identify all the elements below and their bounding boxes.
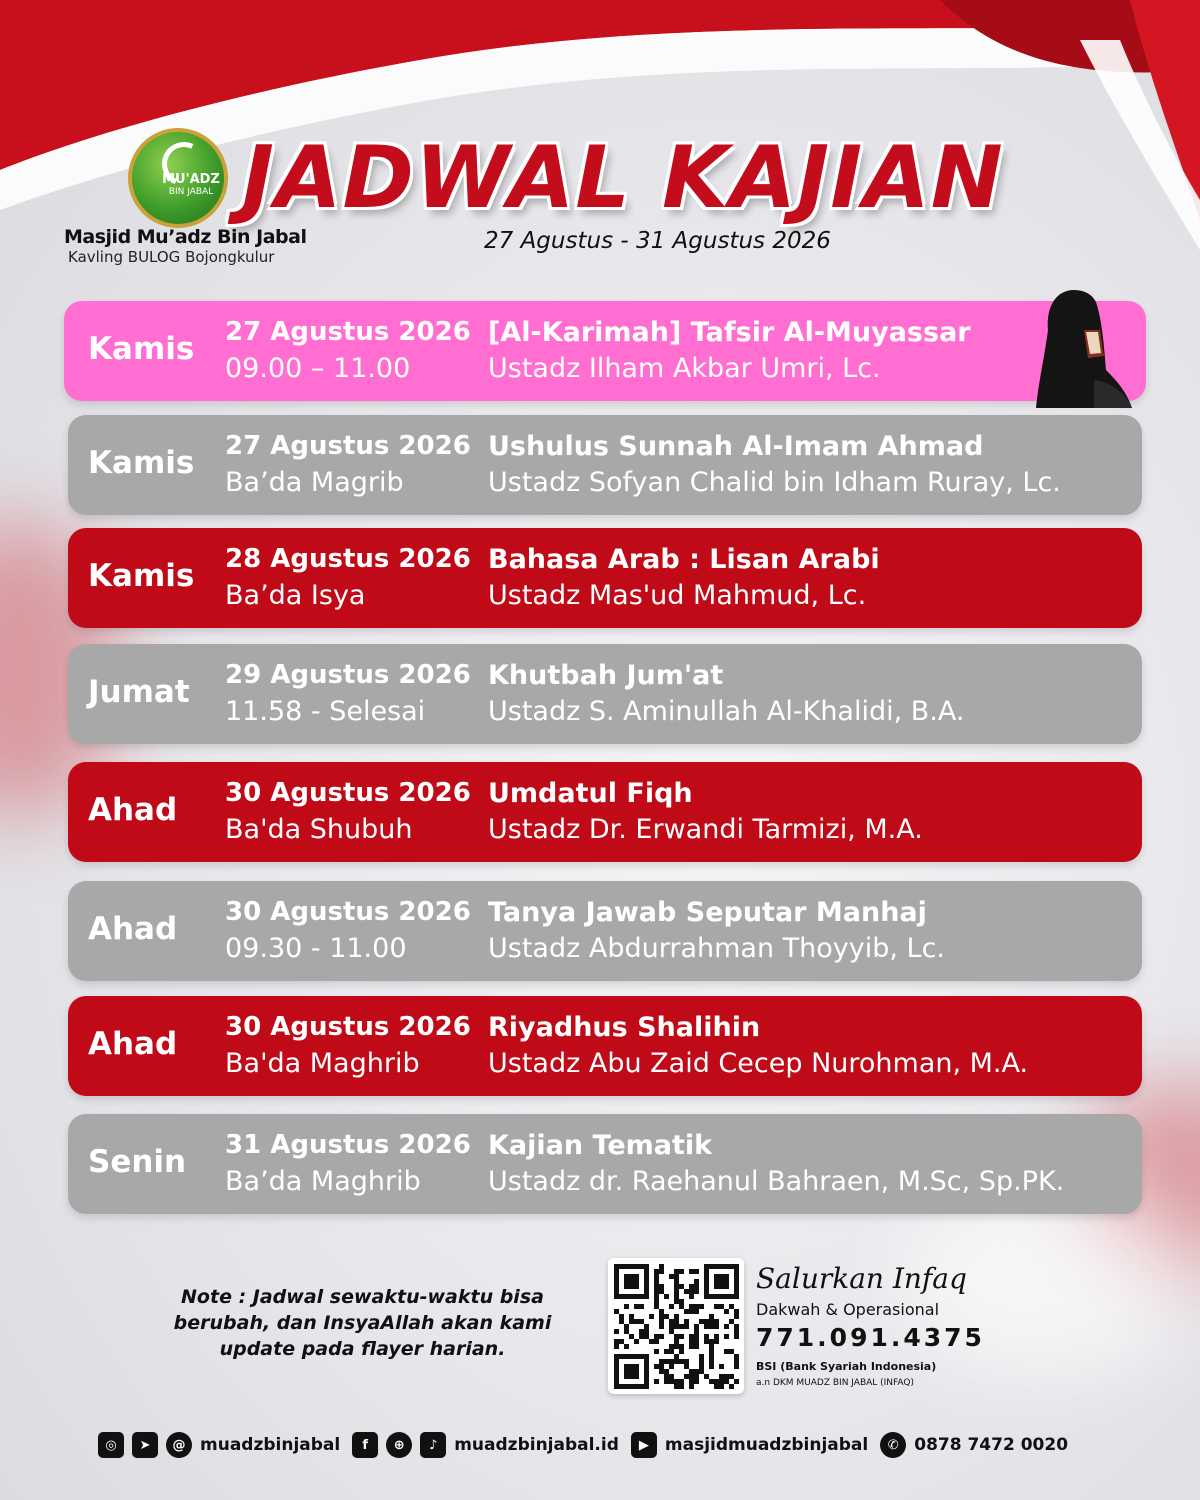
row-day: Kamis [88,558,195,594]
row-date: 31 Agustus 2026 [225,1130,471,1160]
facebook-icon[interactable]: f [352,1432,378,1458]
schedule-row [68,644,1142,744]
telegram-icon[interactable]: ➤ [132,1432,158,1458]
row-speaker: Ustadz Mas'ud Mahmud, Lc. [488,580,867,611]
row-speaker: Ustadz Dr. Erwandi Tarmizi, M.A. [488,814,923,845]
schedule-row [64,301,1146,401]
logo-line1: MU'ADZ [162,172,220,187]
row-topic: Bahasa Arab : Lisan Arabi [488,544,880,575]
schedule-row [68,762,1142,862]
woman-reading-illustration [1034,290,1134,408]
infaq-title: Salurkan Infaq [756,1262,967,1295]
threads-icon[interactable]: @ [166,1432,192,1458]
row-time: 09.30 - 11.00 [225,933,407,964]
row-date: 28 Agustus 2026 [225,544,471,574]
instagram-icon[interactable]: ◎ [98,1432,124,1458]
row-time: 09.00 – 11.00 [225,353,411,384]
row-date: 29 Agustus 2026 [225,660,471,690]
mosque-name: Masjid Mu’adz Bin Jabal [64,226,307,248]
mosque-location: Kavling BULOG Bojongkulur [68,248,275,266]
row-date: 27 Agustus 2026 [225,431,471,461]
website-link[interactable]: muadzbinjabal.id [454,1435,619,1455]
row-time: Ba’da Isya [225,580,366,611]
row-day: Jumat [88,674,190,710]
row-time: Ba'da Shubuh [225,814,413,845]
row-topic: Riyadhus Shalihin [488,1012,761,1043]
bank-name: BSI (Bank Syariah Indonesia) [756,1360,937,1373]
infaq-purpose: Dakwah & Operasional [756,1300,940,1319]
account-number: 771.091.4375 [756,1323,985,1352]
row-date: 30 Agustus 2026 [225,1012,471,1042]
youtube-channel[interactable]: masjidmuadzbinjabal [664,1435,869,1455]
mosque-logo [128,128,228,228]
schedule-row [68,528,1142,628]
row-date: 30 Agustus 2026 [225,897,471,927]
qr-code-image [608,1258,744,1394]
date-range: 27 Agustus - 31 Agustus 2026 [484,228,831,254]
youtube-icon[interactable]: ▶ [631,1432,657,1458]
row-topic: Tanya Jawab Seputar Manhaj [488,897,927,928]
social-links [98,1430,1080,1460]
row-day: Senin [88,1144,187,1180]
whatsapp-icon[interactable]: ✆ [880,1432,906,1458]
logo-line2: BIN JABAL [168,187,214,197]
row-speaker: Ustadz dr. Raehanul Bahraen, M.Sc, Sp.PK. [488,1166,1065,1197]
schedule-row [68,881,1142,981]
row-topic: Khutbah Jum'at [488,660,724,691]
row-topic: Ushulus Sunnah Al-Imam Ahmad [488,431,984,462]
whatsapp-number[interactable]: 0878 7472 0020 [914,1435,1069,1455]
row-date: 27 Agustus 2026 [225,317,471,347]
row-time: Ba’da Maghrib [225,1166,421,1197]
row-speaker: Ustadz Sofyan Chalid bin Idham Ruray, Lc. [488,467,1061,498]
row-day: Ahad [88,792,178,828]
row-time: 11.58 - Selesai [225,696,426,727]
page-title: JADWAL KAJIAN [242,128,1004,228]
schedule-row [68,996,1142,1096]
row-speaker: Ustadz Abdurrahman Thoyyib, Lc. [488,933,945,964]
schedule-row [68,415,1142,515]
row-time: Ba’da Magrib [225,467,404,498]
row-topic: Umdatul Fiqh [488,778,693,809]
row-speaker: Ustadz S. Aminullah Al-Khalidi, B.A. [488,696,965,727]
social-handle[interactable]: muadzbinjabal [200,1435,341,1455]
row-speaker: Ustadz Ilham Akbar Umri, Lc. [488,353,881,384]
account-name: a.n DKM MUADZ BIN JABAL (INFAQ) [756,1378,914,1388]
row-date: 30 Agustus 2026 [225,778,471,808]
row-day: Ahad [88,911,178,947]
schedule-row [68,1114,1142,1214]
tiktok-icon[interactable]: ♪ [420,1432,446,1458]
row-topic: [Al-Karimah] Tafsir Al-Muyassar [488,317,971,348]
row-time: Ba'da Maghrib [225,1048,420,1079]
qr-code[interactable] [608,1258,744,1394]
row-day: Kamis [88,445,195,481]
globe-icon[interactable]: ⊕ [386,1432,412,1458]
row-speaker: Ustadz Abu Zaid Cecep Nurohman, M.A. [488,1048,1029,1079]
row-topic: Kajian Tematik [488,1130,713,1161]
row-day: Ahad [88,1026,178,1062]
row-day: Kamis [88,331,195,367]
schedule-note: Note : Jadwal sewaktu-waktu bisa berubah, dan InsyaAllah akan kami update pada flayer harian. [173,1286,552,1360]
